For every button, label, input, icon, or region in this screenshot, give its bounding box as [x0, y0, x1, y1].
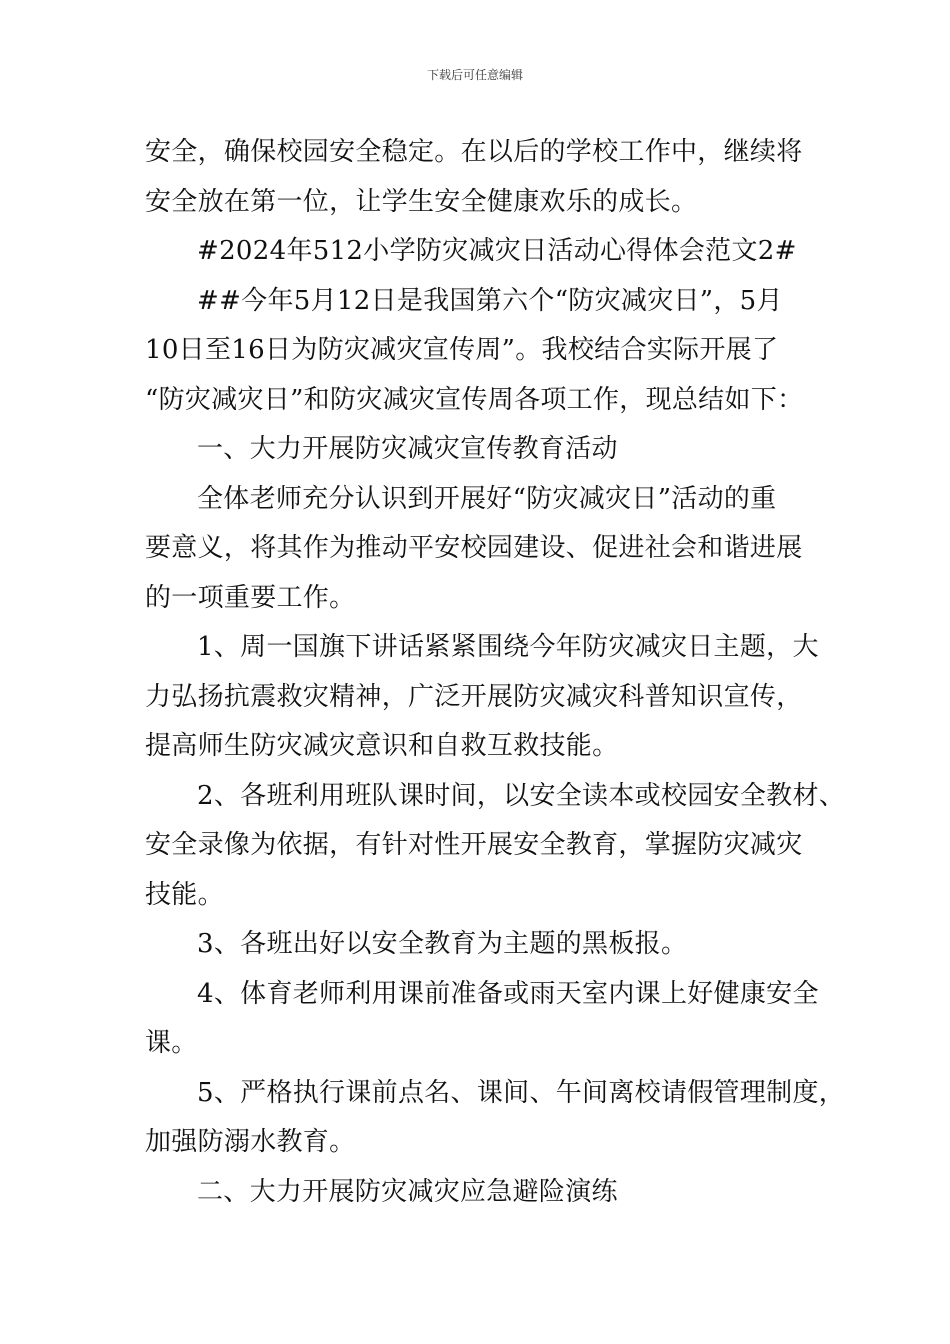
text-line: 安全放在第一位，让学生安全健康欢乐的成长。 — [145, 186, 698, 217]
page-header-note: 下载后可任意编辑 — [426, 68, 523, 82]
text-line: 1、周一国旗下讲话紧紧围绕今年防灾减灾日主题，大 — [197, 632, 819, 662]
text-line: 课。 — [145, 1028, 198, 1058]
text-line: 10日至16日为防灾减灾宣传周”。我校结合实际开展了 — [145, 335, 779, 365]
text-line: 安全录像为依据，有针对性开展安全教育，掌握防灾减灾 — [145, 830, 803, 860]
text-line: 5、严格执行课前点名、课间、午间离校请假管理制度， — [197, 1077, 846, 1108]
text-line: 2、各班利用班队课时间，以安全读本或校园安全教材、 — [197, 780, 846, 811]
text-line: “防灾减灾日”和防灾减灾宣传周各项工作，现总结如下： — [145, 384, 804, 415]
text-line: #2024年512小学防灾减灾日活动心得体会范文2# — [197, 236, 797, 266]
text-line: 4、体育老师利用课前准备或雨天室内课上好健康安全 — [197, 978, 819, 1009]
text-line: 安全，确保校园安全稳定。在以后的学校工作中，继续将 — [145, 137, 803, 167]
document-body — [145, 128, 846, 1217]
text-line: 全体老师充分认识到开展好“防灾减灾日”活动的重 — [197, 483, 777, 514]
text-line: 的一项重要工作。 — [145, 582, 356, 613]
text-line: 技能。 — [145, 879, 224, 910]
text-line: 3、各班出好以安全教育为主题的黑板报。 — [197, 929, 688, 959]
text-line: 要意义，将其作为推动平安校园建设、促进社会和谐进展 — [145, 533, 803, 563]
text-line: ##今年5月12日是我国第六个“防灾减灾日”，5月 — [197, 285, 783, 316]
text-line: 加强防溺水教育。 — [145, 1127, 356, 1157]
text-line: 力弘扬抗震救灾精神，广泛开展防灾减灾科普知识宣传， — [145, 681, 803, 712]
text-line: 一、大力开展防灾减灾宣传教育活动 — [197, 434, 618, 464]
text-line: 提高师生防灾减灾意识和自救互救技能。 — [145, 731, 619, 761]
text-line: 二、大力开展防灾减灾应急避险演练 — [197, 1176, 618, 1207]
